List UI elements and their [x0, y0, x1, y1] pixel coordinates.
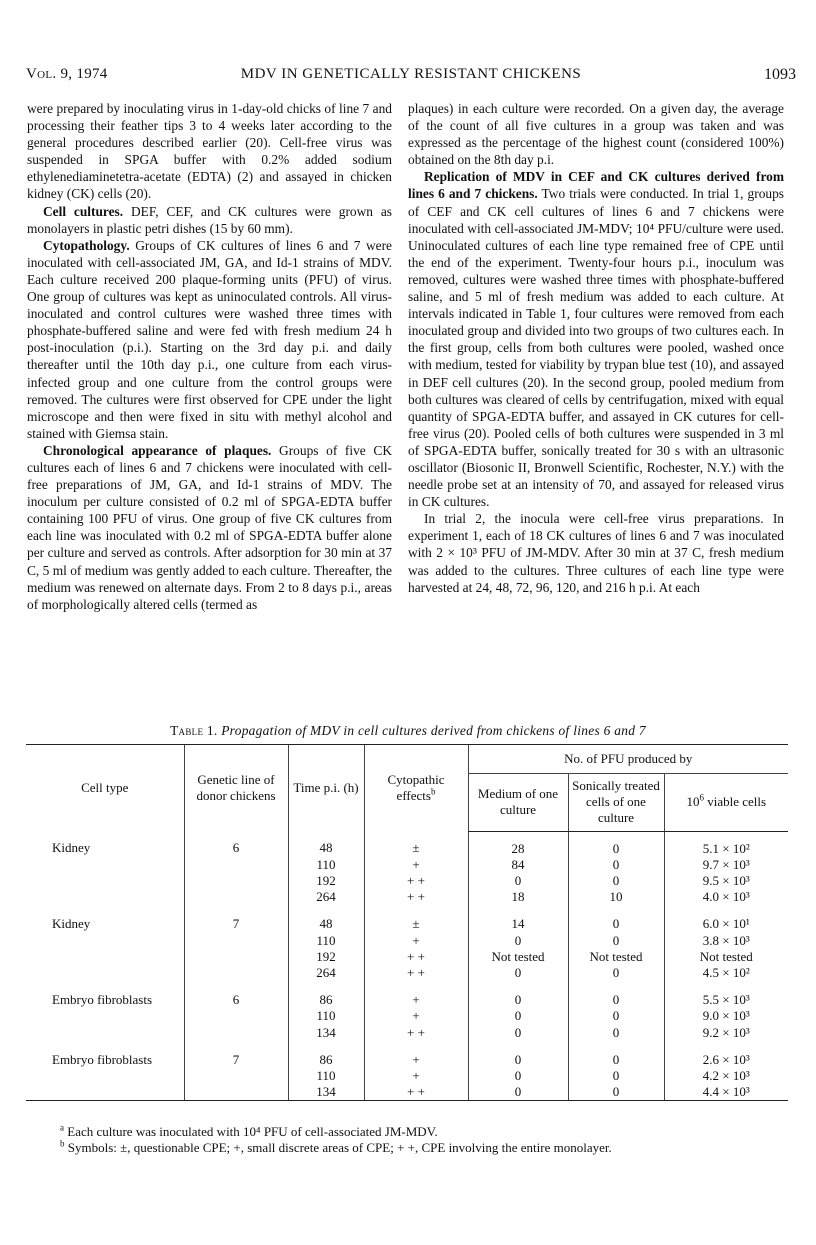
- paragraph: [408, 510, 784, 595]
- paragraph-text: In trial 2, the inocula were cell-free virus preparations. In experiment 1, each of 18 CK cultures of lines 6 and 7 was inoculated with 2 × 10³ PFU of JM-MDV. After 30 min at 37 C, fresh medium was added to the cultures. Three cultures of each line type were harvested at 24, 48, 72, 96, 120, and 216 h p.i. At each: [408, 511, 784, 595]
- cell-cell-type: Embryo fibroblasts: [52, 1051, 153, 1067]
- cell-time: 86: [288, 1041, 364, 1068]
- cell-sonic: 10: [568, 889, 664, 905]
- paragraph-text: were prepared by inoculating virus in 1-day-old chicks of line 7 and processing their feather tips 3 to 4 weeks later according to the general procedures described earlier (20). Cell-free virus was suspended in SPGA buffer with 0.2% added sodium ethylenediaminetetra-acetate (EDTA) (2) and assayed in chicken kidney (CK) cells (20).: [27, 101, 392, 202]
- footnote-mark: a: [60, 1122, 64, 1133]
- cell-sonic: 0: [568, 1025, 664, 1041]
- cell-genetic-line: [184, 933, 288, 949]
- cell-time: 48: [288, 905, 364, 932]
- cell-cell-type: [26, 1084, 184, 1101]
- paragraph: [27, 442, 392, 613]
- page-number: 1093: [764, 66, 796, 83]
- cell-cell-type: [26, 933, 184, 949]
- col-header-time: Time p.i. (h): [288, 745, 364, 832]
- cell-time: 264: [288, 965, 364, 981]
- paragraph: [27, 203, 392, 237]
- cell-cell-type: [26, 949, 184, 965]
- cell-time: 192: [288, 873, 364, 889]
- cell-time: 86: [288, 981, 364, 1008]
- table-row: [26, 1041, 788, 1068]
- cell-genetic-line: [184, 949, 288, 965]
- cell-time: 48: [288, 831, 364, 857]
- cell-genetic-line: [184, 1068, 288, 1084]
- cell-genetic-line: 7: [184, 1041, 288, 1068]
- cell-medium: Not tested: [468, 949, 568, 965]
- cell-cpe: ±: [364, 905, 468, 932]
- cell-cell-type: Kidney: [52, 916, 91, 932]
- cell-viable: 5.5 × 10³: [664, 981, 788, 1008]
- cell-medium: 84: [468, 857, 568, 873]
- cell-medium: 0: [468, 1008, 568, 1024]
- table-row: [26, 949, 788, 965]
- cpe-header-text: Cytopathic effects: [387, 771, 445, 803]
- table-row: [26, 965, 788, 981]
- cell-viable: 3.8 × 10³: [664, 933, 788, 949]
- paragraph-heading: Cytopathology.: [43, 237, 130, 253]
- cell-time: 192: [288, 949, 364, 965]
- footnote-mark: b: [60, 1138, 65, 1149]
- running-header: [26, 66, 796, 90]
- cell-cpe: + +: [364, 1025, 468, 1041]
- cell-time: 134: [288, 1084, 364, 1101]
- cell-viable: 4.2 × 10³: [664, 1068, 788, 1084]
- cell-time: 134: [288, 1025, 364, 1041]
- col-header-sonic: Sonically treated cells of one culture: [568, 774, 664, 831]
- cell-cell-type: [26, 1008, 184, 1024]
- paragraph: [408, 168, 784, 510]
- cell-viable: 9.0 × 10³: [664, 1008, 788, 1024]
- cell-sonic: 0: [568, 981, 664, 1008]
- cell-medium: 28: [468, 831, 568, 857]
- cell-cell-type: [26, 873, 184, 889]
- table-row: [26, 831, 788, 857]
- cell-time: 264: [288, 889, 364, 905]
- col-header-pfu-group: No. of PFU produced by: [468, 745, 788, 774]
- paragraph-text: Two trials were conducted. In trial 1, groups of CEF and CK cell cultures of lines 6 and 7 chickens were inoculated with cell-associated JM-MDV; 10⁴ PFU/culture were used. Uninoculated cultures of each line type remained free of CPE until the end of the experiment. Twenty-four hours p.i., inoculum was removed, cultures were washed three times with phosphate-buffered saline, and 5 ml of fresh medium was added to each culture. At intervals indicated in Table 1, four cultures were removed from each inoculated group and divided into two groups of two cultures each. In the first group, cells from both cultures were pooled, washed once with medium, tested for viability by trypan blue test (10), and assayed in DEF cell cultures (20). In the second group, pooled medium from both cultures was cleared of cells by centrifugation, mixed with equal quantity of SPGA-EDTA buffer, and assayed in CK cutures for cell-free virus (20). Pooled cells of both cultures were suspended in 3 ml of SPGA-EDTA buffer, sonically treated for 30 s with an ultrasonic oscillator (Biosonic II, Bronwell Scientific, Rochester, N.Y.) with the needle probe set at an intensity of 70, and assayed for released virus in CK cultures.: [408, 186, 784, 510]
- cell-sonic: 0: [568, 965, 664, 981]
- cell-cell-type: Kidney: [52, 840, 91, 855]
- cell-sonic: 0: [568, 933, 664, 949]
- table-row: [26, 981, 788, 1008]
- cell-viable: Not tested: [664, 949, 788, 965]
- footnote: [60, 1140, 612, 1156]
- paragraph-heading: Cell cultures.: [43, 203, 124, 219]
- volume-label: Vol. 9, 1974: [26, 66, 108, 82]
- cell-cpe: +: [364, 933, 468, 949]
- cell-cell-type: [26, 857, 184, 873]
- cell-viable: 6.0 × 10¹: [664, 905, 788, 932]
- cell-genetic-line: [184, 1008, 288, 1024]
- cell-cpe: +: [364, 1041, 468, 1068]
- left-text-column: [27, 100, 392, 613]
- table-footnotes: [60, 1124, 612, 1156]
- table-row: [26, 873, 788, 889]
- col-header-viable: $10^6$ viable cells: [664, 774, 788, 831]
- paragraph-text: Groups of five CK cultures each of lines 6 and 7 chickens were inoculated with cell-free preparations of JM, GA, and Id-1 strains of MDV. The inoculum per culture consisted of 0.2 ml of SPGA-EDTA buffer containing 100 PFU of virus. One group of five CK cultures from each line was inoculated with 0.2 ml of SPGA-EDTA buffer alone per culture and served as controls. After adsorption for 30 min at 37 C, 5 ml of medium was gently added to each culture. Thereafter, the medium was renewed on alternate days. From 2 to 8 days p.i., areas of morphologically altered cells (termed as: [27, 442, 392, 612]
- paragraph: [408, 100, 784, 168]
- paragraph-text: DEF, CEF, and CK cultures were grown as monolayers in plastic petri dishes (15 by 60 mm).: [27, 203, 392, 236]
- right-text-column: [408, 100, 784, 596]
- cell-genetic-line: [184, 857, 288, 873]
- cell-medium: 0: [468, 933, 568, 949]
- table-row: [26, 1084, 788, 1101]
- cell-sonic: 0: [568, 831, 664, 857]
- table-row: [26, 1068, 788, 1084]
- cell-cpe: +: [364, 857, 468, 873]
- paragraph: [27, 237, 392, 442]
- footnote: [60, 1124, 612, 1140]
- cell-genetic-line: 7: [184, 905, 288, 932]
- cell-cell-type: [26, 1068, 184, 1084]
- running-title: MDV IN GENETICALLY RESISTANT CHICKENS: [240, 66, 582, 82]
- table-body: [26, 831, 788, 1101]
- paragraph: [27, 100, 392, 203]
- cell-sonic: 0: [568, 1041, 664, 1068]
- paragraph-heading: Chronological appearance of plaques.: [43, 442, 272, 458]
- cell-sonic: 0: [568, 857, 664, 873]
- cell-time: 110: [288, 933, 364, 949]
- cell-genetic-line: [184, 873, 288, 889]
- cell-cell-type: Embryo fibroblasts: [52, 992, 153, 1008]
- cell-viable: 9.7 × 10³: [664, 857, 788, 873]
- cell-viable: 9.2 × 10³: [664, 1025, 788, 1041]
- cell-sonic: 0: [568, 1008, 664, 1024]
- cell-medium: 0: [468, 981, 568, 1008]
- cell-medium: 0: [468, 1025, 568, 1041]
- table-row: [26, 1008, 788, 1024]
- paragraph-heading: Replication of MDV in CEF and CK cultures derived from lines 6 and 7 chickens.: [408, 169, 784, 202]
- cell-genetic-line: [184, 1084, 288, 1101]
- table-row: [26, 933, 788, 949]
- paragraph-text: Groups of CK cultures of lines 6 and 7 were inoculated with cell-associated JM, GA, and Id-1 strains of MDV. Each culture received 200 plaque-forming units (PFU) of virus. One group of cultures was kept as uninoculated controls. All virus-inoculated and control cultures were washed three times with phosphate-buffered saline and were fed with fresh medium 24 h post-inoculation (p.i.). Starting on the 3rd day p.i. and daily thereafter until the 10th day p.i., one culture from each virus-infected group and one culture from the control groups were removed. The cultures were first observed for CPE under the light microscope and then were fixed in situ with methyl alcohol and stained with Giemsa stain.: [27, 237, 392, 441]
- cell-viable: 4.5 × 10²: [664, 965, 788, 981]
- cell-cpe: +: [364, 1008, 468, 1024]
- cell-cpe: + +: [364, 949, 468, 965]
- cell-cpe: + +: [364, 889, 468, 905]
- cell-cpe: + +: [364, 965, 468, 981]
- cell-genetic-line: [184, 965, 288, 981]
- table-row: [26, 1025, 788, 1041]
- cell-medium: 0: [468, 1084, 568, 1101]
- cell-cell-type: [26, 965, 184, 981]
- table-caption: [26, 723, 790, 739]
- cell-cpe: ±: [364, 831, 468, 857]
- cell-genetic-line: 6: [184, 981, 288, 1008]
- col-header-cell-type: Cell type: [26, 745, 184, 832]
- cell-cell-type: [26, 1025, 184, 1041]
- cell-viable: 4.4 × 10³: [664, 1084, 788, 1101]
- cell-viable: 4.0 × 10³: [664, 889, 788, 905]
- cell-genetic-line: [184, 889, 288, 905]
- cell-cpe: + +: [364, 1084, 468, 1101]
- cell-medium: 0: [468, 1068, 568, 1084]
- col-header-cpe: [364, 745, 468, 832]
- cell-sonic: 0: [568, 905, 664, 932]
- cell-sonic: 0: [568, 873, 664, 889]
- cell-viable: 5.1 × 10²: [664, 831, 788, 857]
- cell-cpe: +: [364, 981, 468, 1008]
- footnote-text: Each culture was inoculated with 10⁴ PFU of cell-associated JM-MDV.: [64, 1124, 438, 1139]
- table-label: Table 1.: [170, 723, 218, 738]
- cell-sonic: Not tested: [568, 949, 664, 965]
- cell-time: 110: [288, 1068, 364, 1084]
- cell-medium: 0: [468, 1041, 568, 1068]
- cell-medium: 0: [468, 965, 568, 981]
- cell-sonic: 0: [568, 1084, 664, 1101]
- cell-viable: 2.6 × 10³: [664, 1041, 788, 1068]
- table-row: [26, 857, 788, 873]
- cell-medium: 18: [468, 889, 568, 905]
- cell-medium: 0: [468, 873, 568, 889]
- footnote-mark-b: b: [430, 786, 436, 797]
- footnote-text: Symbols: ±, questionable CPE; +, small discrete areas of CPE; + +, CPE involving the entire monolayer.: [64, 1140, 612, 1155]
- cell-cpe: + +: [364, 873, 468, 889]
- cell-time: 110: [288, 857, 364, 873]
- col-header-medium: Medium of one culture: [468, 774, 568, 831]
- cell-medium: 14: [468, 905, 568, 932]
- cell-genetic-line: [184, 1025, 288, 1041]
- table-row: [26, 889, 788, 905]
- paragraph-text: plaques) in each culture were recorded. On a given day, the average of the count of all five cultures in a group was taken and was expressed as the percentage of the highest count (considered 100%) obtained on the 8th day p.i.: [408, 101, 784, 168]
- cell-time: 110: [288, 1008, 364, 1024]
- cell-genetic-line: 6: [184, 831, 288, 857]
- table-row: [26, 905, 788, 932]
- cell-cpe: +: [364, 1068, 468, 1084]
- table-title: Propagation of MDV in cell cultures derived from chickens of lines 6 and 7: [221, 723, 646, 738]
- cell-viable: 9.5 × 10³: [664, 873, 788, 889]
- cell-cell-type: [26, 889, 184, 905]
- cell-sonic: 0: [568, 1068, 664, 1084]
- col-header-genetic-line: Genetic line of donor chickens: [184, 745, 288, 832]
- data-table: [26, 744, 788, 1101]
